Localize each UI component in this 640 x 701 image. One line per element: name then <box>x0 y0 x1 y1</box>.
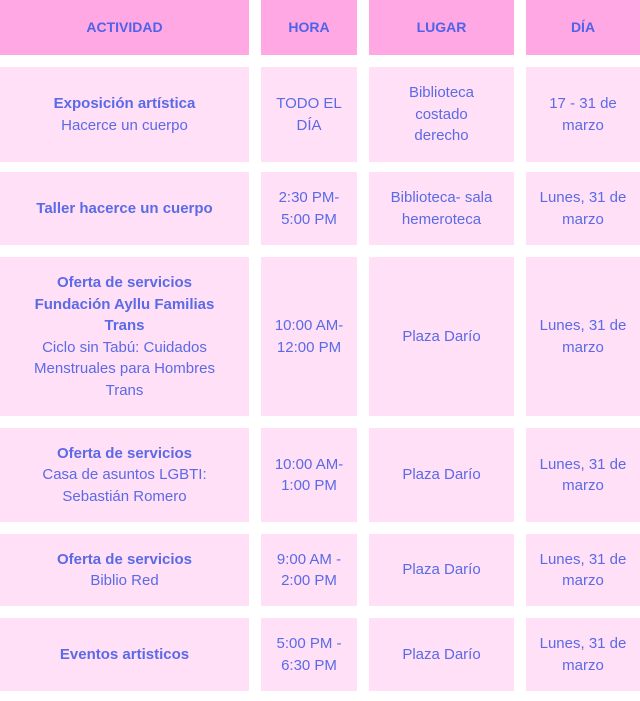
activity-cell <box>0 618 249 691</box>
header-place-label: LUGAR <box>416 18 467 35</box>
time-line: TODO EL <box>276 95 342 112</box>
day-line: marzo <box>562 477 604 494</box>
activity-title-line: Eventos artisticos <box>59 645 190 663</box>
day-line: Lunes, 31 de <box>539 189 627 206</box>
activity-detail-line: Casa de asuntos LGBTI: <box>42 466 207 484</box>
activity-cell <box>0 534 249 606</box>
activity-title-line: Oferta de servicios <box>56 274 193 291</box>
place-line: Plaza Darío <box>402 327 481 345</box>
activity-title-line: Taller hacerce un cuerpo <box>36 199 213 217</box>
place-cell <box>369 257 514 416</box>
header-activity-label: ACTIVIDAD <box>86 18 163 35</box>
time-cell <box>261 172 357 245</box>
time-cell <box>261 67 357 162</box>
day-line: Lunes, 31 de <box>539 550 627 568</box>
place-cell <box>369 67 514 162</box>
day-line: marzo <box>562 116 604 134</box>
day-line: marzo <box>562 656 604 674</box>
day-line: Lunes, 31 de <box>539 455 627 473</box>
header-time <box>261 0 357 55</box>
place-line: hemeroteca <box>401 210 482 228</box>
time-cell <box>261 534 357 606</box>
place-line: derecho <box>414 127 469 145</box>
place-line: Biblioteca <box>408 84 475 102</box>
place-cell <box>369 428 514 522</box>
day-line: marzo <box>562 338 604 356</box>
activity-cell <box>0 67 249 162</box>
time-line: 10:00 AM- <box>274 455 344 473</box>
time-line: 6:30 PM <box>281 656 337 674</box>
activity-detail-line: Hacerce un cuerpo <box>61 116 188 134</box>
header-time-label: HORA <box>288 18 330 35</box>
day-cell <box>526 618 640 691</box>
activity-detail-line: Trans <box>105 381 144 399</box>
header-day <box>526 0 640 55</box>
place-line: Plaza Darío <box>402 561 481 579</box>
place-line: Biblioteca- sala <box>390 189 493 206</box>
day-line: Lunes, 31 de <box>539 317 627 334</box>
day-cell <box>526 67 640 162</box>
activity-detail-line: Ciclo sin Tabú: Cuidados <box>42 338 207 356</box>
place-line: costado <box>415 105 468 123</box>
activity-title-line: Oferta de servicios <box>56 444 193 462</box>
activity-cell <box>0 257 249 416</box>
time-line: 9:00 AM - <box>276 550 342 568</box>
activity-title-line: Exposición artística <box>53 95 196 112</box>
place-cell <box>369 618 514 691</box>
day-line: marzo <box>562 210 604 228</box>
header-activity <box>0 0 249 55</box>
time-line: 5:00 PM <box>281 210 337 228</box>
time-line: 5:00 PM - <box>276 635 342 652</box>
time-cell <box>261 257 357 416</box>
time-line: 12:00 PM <box>276 338 342 356</box>
activity-detail-line: Sebastián Romero <box>62 487 187 505</box>
activity-cell <box>0 172 249 245</box>
time-line: 2:00 PM <box>281 572 337 589</box>
time-line: 2:30 PM- <box>278 189 340 206</box>
time-line: 10:00 AM- <box>274 317 344 334</box>
place-line: Plaza Darío <box>402 466 481 484</box>
header-day-label: DÍA <box>570 18 596 35</box>
day-line: 17 - 31 de <box>549 95 617 112</box>
activity-title-line: Fundación Ayllu Familias <box>34 295 215 313</box>
day-line: marzo <box>562 572 604 589</box>
activity-title-line: Trans <box>104 317 145 334</box>
activity-detail-line: Biblio Red <box>90 572 159 589</box>
header-place <box>369 0 514 55</box>
time-line: 1:00 PM <box>281 477 337 494</box>
day-cell <box>526 428 640 522</box>
place-cell <box>369 534 514 606</box>
time-cell <box>261 428 357 522</box>
activity-title-line: Oferta de servicios <box>56 550 193 568</box>
day-cell <box>526 172 640 245</box>
day-cell <box>526 534 640 606</box>
time-cell <box>261 618 357 691</box>
place-line: Plaza Darío <box>402 645 481 663</box>
place-cell <box>369 172 514 245</box>
day-line: Lunes, 31 de <box>539 635 627 652</box>
activity-detail-line: Menstruales para Hombres <box>34 360 215 377</box>
day-cell <box>526 257 640 416</box>
time-line: DÍA <box>296 116 322 134</box>
activity-cell <box>0 428 249 522</box>
